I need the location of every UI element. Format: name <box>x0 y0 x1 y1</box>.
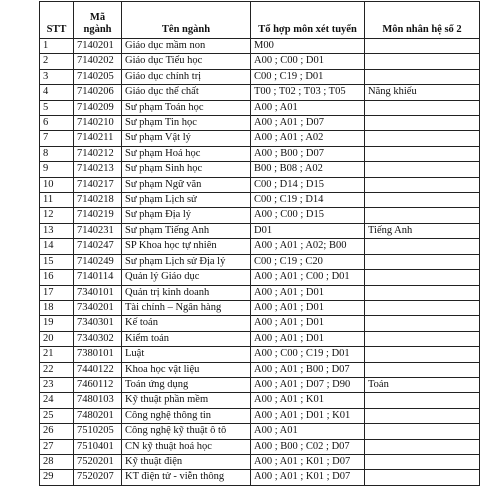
cell-mon-he-so-2 <box>365 239 480 254</box>
col-header-mon-he-so-2: Môn nhân hệ số 2 <box>365 2 480 39</box>
cell-mon-he-so-2 <box>365 424 480 439</box>
cell-stt: 12 <box>40 208 74 223</box>
cell-to-hop: A00 ; A01 ; D01 ; K01 <box>251 408 365 423</box>
cell-ma-nganh: 7480103 <box>74 393 122 408</box>
cell-ma-nganh: 7140205 <box>74 69 122 84</box>
cell-ten-nganh: Sư phạm Lịch sử Địa lý <box>122 254 251 269</box>
table-row <box>40 285 480 300</box>
cell-ma-nganh: 7140212 <box>74 146 122 161</box>
cell-to-hop: A00 ; A01 ; D01 <box>251 300 365 315</box>
cell-ma-nganh: 7520207 <box>74 470 122 485</box>
cell-ten-nganh: Tài chính – Ngân hàng <box>122 300 251 315</box>
cell-ma-nganh: 7460112 <box>74 377 122 392</box>
cell-ten-nganh: Kiểm toán <box>122 331 251 346</box>
cell-mon-he-so-2 <box>365 162 480 177</box>
cell-ma-nganh: 7340201 <box>74 300 122 315</box>
cell-mon-he-so-2 <box>365 69 480 84</box>
cell-ten-nganh: Sư phạm Vật lý <box>122 131 251 146</box>
cell-mon-he-so-2 <box>365 270 480 285</box>
cell-ma-nganh: 7520201 <box>74 454 122 469</box>
cell-ten-nganh: Sư phạm Hoá học <box>122 146 251 161</box>
cell-ten-nganh: Công nghệ thông tin <box>122 408 251 423</box>
cell-stt: 22 <box>40 362 74 377</box>
cell-to-hop: A00 ; A01 ; C00 ; D01 <box>251 270 365 285</box>
cell-stt: 16 <box>40 270 74 285</box>
cell-ma-nganh: 7380101 <box>74 347 122 362</box>
cell-stt: 8 <box>40 146 74 161</box>
cell-ten-nganh: Kỹ thuật phần mềm <box>122 393 251 408</box>
cell-ma-nganh: 7140201 <box>74 39 122 54</box>
cell-stt: 21 <box>40 347 74 362</box>
admission-table <box>39 1 480 486</box>
cell-stt: 10 <box>40 177 74 192</box>
cell-to-hop: A00 ; A01 <box>251 424 365 439</box>
cell-ten-nganh: Giáo dục chính trị <box>122 69 251 84</box>
cell-mon-he-so-2 <box>365 146 480 161</box>
cell-stt: 27 <box>40 439 74 454</box>
col-header-stt: STT <box>40 2 74 39</box>
cell-ma-nganh: 7140202 <box>74 54 122 69</box>
cell-mon-he-so-2 <box>365 131 480 146</box>
cell-ten-nganh: Giáo dục mầm non <box>122 39 251 54</box>
cell-to-hop: A00 ; A01 ; A02; B00 <box>251 239 365 254</box>
cell-stt: 26 <box>40 424 74 439</box>
table-row <box>40 239 480 254</box>
table-row <box>40 408 480 423</box>
cell-mon-he-so-2 <box>365 39 480 54</box>
cell-mon-he-so-2 <box>365 362 480 377</box>
table-header-row <box>40 2 480 39</box>
cell-ma-nganh: 7510205 <box>74 424 122 439</box>
table-row <box>40 208 480 223</box>
cell-stt: 13 <box>40 223 74 238</box>
cell-ma-nganh: 7140213 <box>74 162 122 177</box>
cell-ten-nganh: Sư phạm Lịch sử <box>122 193 251 208</box>
cell-ten-nganh: KT điện tử - viễn thông <box>122 470 251 485</box>
cell-to-hop: A00 ; C00 ; D01 <box>251 54 365 69</box>
table-row <box>40 69 480 84</box>
table-row <box>40 254 480 269</box>
table-row <box>40 377 480 392</box>
cell-mon-he-so-2 <box>365 316 480 331</box>
cell-to-hop: A00 ; A01 ; K01 <box>251 393 365 408</box>
cell-stt: 11 <box>40 193 74 208</box>
cell-stt: 25 <box>40 408 74 423</box>
table-row <box>40 347 480 362</box>
cell-ten-nganh: Kế toán <box>122 316 251 331</box>
cell-to-hop: A00 ; A01 ; D01 <box>251 331 365 346</box>
table-row <box>40 331 480 346</box>
cell-stt: 19 <box>40 316 74 331</box>
cell-ten-nganh: Sư phạm Tin học <box>122 116 251 131</box>
cell-ten-nganh: SP Khoa học tự nhiên <box>122 239 251 254</box>
table-row <box>40 146 480 161</box>
cell-stt: 24 <box>40 393 74 408</box>
table-row <box>40 393 480 408</box>
cell-ma-nganh: 7510401 <box>74 439 122 454</box>
cell-mon-he-so-2 <box>365 177 480 192</box>
table-row <box>40 424 480 439</box>
cell-mon-he-so-2 <box>365 54 480 69</box>
cell-ma-nganh: 7340101 <box>74 285 122 300</box>
cell-stt: 4 <box>40 85 74 100</box>
cell-stt: 29 <box>40 470 74 485</box>
table-row <box>40 439 480 454</box>
cell-ma-nganh: 7140114 <box>74 270 122 285</box>
cell-ten-nganh: Sư phạm Sinh học <box>122 162 251 177</box>
cell-to-hop: A00 ; A01 ; B00 ; D07 <box>251 362 365 377</box>
cell-ma-nganh: 7440122 <box>74 362 122 377</box>
cell-ten-nganh: Khoa học vật liệu <box>122 362 251 377</box>
table-row <box>40 162 480 177</box>
cell-stt: 3 <box>40 69 74 84</box>
cell-mon-he-so-2 <box>365 300 480 315</box>
cell-stt: 18 <box>40 300 74 315</box>
cell-mon-he-so-2: Tiếng Anh <box>365 223 480 238</box>
table-row <box>40 300 480 315</box>
cell-ten-nganh: Luật <box>122 347 251 362</box>
col-header-ten-nganh: Tên ngành <box>122 2 251 39</box>
table-row <box>40 270 480 285</box>
cell-ma-nganh: 7340301 <box>74 316 122 331</box>
cell-to-hop: B00 ; B08 ; A02 <box>251 162 365 177</box>
cell-mon-he-so-2 <box>365 347 480 362</box>
table-row <box>40 100 480 115</box>
cell-stt: 28 <box>40 454 74 469</box>
cell-mon-he-so-2 <box>365 408 480 423</box>
cell-to-hop: C00 ; D14 ; D15 <box>251 177 365 192</box>
cell-stt: 1 <box>40 39 74 54</box>
cell-to-hop: C00 ; C19 ; C20 <box>251 254 365 269</box>
cell-to-hop: T00 ; T02 ; T03 ; T05 <box>251 85 365 100</box>
cell-stt: 9 <box>40 162 74 177</box>
cell-mon-he-so-2 <box>365 439 480 454</box>
table-row <box>40 193 480 208</box>
cell-mon-he-so-2 <box>365 193 480 208</box>
cell-ma-nganh: 7140218 <box>74 193 122 208</box>
cell-ten-nganh: Giáo dục thể chất <box>122 85 251 100</box>
cell-ten-nganh: Giáo dục Tiểu học <box>122 54 251 69</box>
cell-to-hop: D01 <box>251 223 365 238</box>
cell-mon-he-so-2: Năng khiếu <box>365 85 480 100</box>
cell-ma-nganh: 7140211 <box>74 131 122 146</box>
table-row <box>40 223 480 238</box>
cell-to-hop: C00 ; C19 ; D14 <box>251 193 365 208</box>
cell-to-hop: A00 ; A01 ; A02 <box>251 131 365 146</box>
cell-ten-nganh: Công nghệ kỹ thuật ô tô <box>122 424 251 439</box>
cell-stt: 20 <box>40 331 74 346</box>
cell-ma-nganh: 7140206 <box>74 85 122 100</box>
cell-to-hop: A00 ; C00 ; D15 <box>251 208 365 223</box>
cell-ten-nganh: Quản trị kinh doanh <box>122 285 251 300</box>
cell-stt: 15 <box>40 254 74 269</box>
cell-ma-nganh: 7140219 <box>74 208 122 223</box>
cell-mon-he-so-2 <box>365 454 480 469</box>
cell-ten-nganh: Kỹ thuật điện <box>122 454 251 469</box>
table-row <box>40 454 480 469</box>
col-header-to-hop: Tổ hợp môn xét tuyển <box>251 2 365 39</box>
cell-ma-nganh: 7140210 <box>74 116 122 131</box>
cell-to-hop: A00 ; A01 ; D01 <box>251 285 365 300</box>
cell-stt: 7 <box>40 131 74 146</box>
cell-to-hop: A00 ; B00 ; D07 <box>251 146 365 161</box>
cell-to-hop: A00 ; A01 ; D07 <box>251 116 365 131</box>
cell-to-hop: A00 ; B00 ; C02 ; D07 <box>251 439 365 454</box>
cell-mon-he-so-2 <box>365 116 480 131</box>
table-row <box>40 39 480 54</box>
table-row <box>40 116 480 131</box>
cell-stt: 14 <box>40 239 74 254</box>
cell-mon-he-so-2 <box>365 254 480 269</box>
cell-to-hop: C00 ; C19 ; D01 <box>251 69 365 84</box>
cell-stt: 17 <box>40 285 74 300</box>
cell-to-hop: A00 ; C00 ; C19 ; D01 <box>251 347 365 362</box>
cell-mon-he-so-2 <box>365 100 480 115</box>
table-row <box>40 362 480 377</box>
table-body <box>40 39 480 486</box>
cell-stt: 23 <box>40 377 74 392</box>
table-row <box>40 54 480 69</box>
cell-mon-he-so-2 <box>365 208 480 223</box>
col-header-ma-nganh: Mã ngành <box>74 2 122 39</box>
cell-stt: 6 <box>40 116 74 131</box>
cell-ten-nganh: Sư phạm Địa lý <box>122 208 251 223</box>
cell-ma-nganh: 7140217 <box>74 177 122 192</box>
cell-ma-nganh: 7480201 <box>74 408 122 423</box>
cell-mon-he-so-2: Toán <box>365 377 480 392</box>
cell-to-hop: A00 ; A01 ; K01 ; D07 <box>251 454 365 469</box>
table-row <box>40 316 480 331</box>
cell-ma-nganh: 7140249 <box>74 254 122 269</box>
cell-mon-he-so-2 <box>365 393 480 408</box>
cell-to-hop: A00 ; A01 ; D01 <box>251 316 365 331</box>
cell-ten-nganh: Quản lý Giáo dục <box>122 270 251 285</box>
cell-ma-nganh: 7140209 <box>74 100 122 115</box>
cell-stt: 2 <box>40 54 74 69</box>
cell-stt: 5 <box>40 100 74 115</box>
cell-ten-nganh: Sư phạm Ngữ văn <box>122 177 251 192</box>
cell-ten-nganh: Sư phạm Toán học <box>122 100 251 115</box>
cell-to-hop: A00 ; A01 <box>251 100 365 115</box>
cell-mon-he-so-2 <box>365 470 480 485</box>
cell-ma-nganh: 7340302 <box>74 331 122 346</box>
table-row <box>40 85 480 100</box>
table-row <box>40 177 480 192</box>
cell-to-hop: A00 ; A01 ; D07 ; D90 <box>251 377 365 392</box>
table-row <box>40 470 480 485</box>
cell-ten-nganh: Toán ứng dụng <box>122 377 251 392</box>
cell-ma-nganh: 7140231 <box>74 223 122 238</box>
cell-ma-nganh: 7140247 <box>74 239 122 254</box>
cell-to-hop: A00 ; A01 ; K01 ; D07 <box>251 470 365 485</box>
cell-to-hop: M00 <box>251 39 365 54</box>
cell-ten-nganh: CN kỹ thuật hoá học <box>122 439 251 454</box>
cell-mon-he-so-2 <box>365 331 480 346</box>
cell-ten-nganh: Sư phạm Tiếng Anh <box>122 223 251 238</box>
cell-mon-he-so-2 <box>365 285 480 300</box>
table-row <box>40 131 480 146</box>
